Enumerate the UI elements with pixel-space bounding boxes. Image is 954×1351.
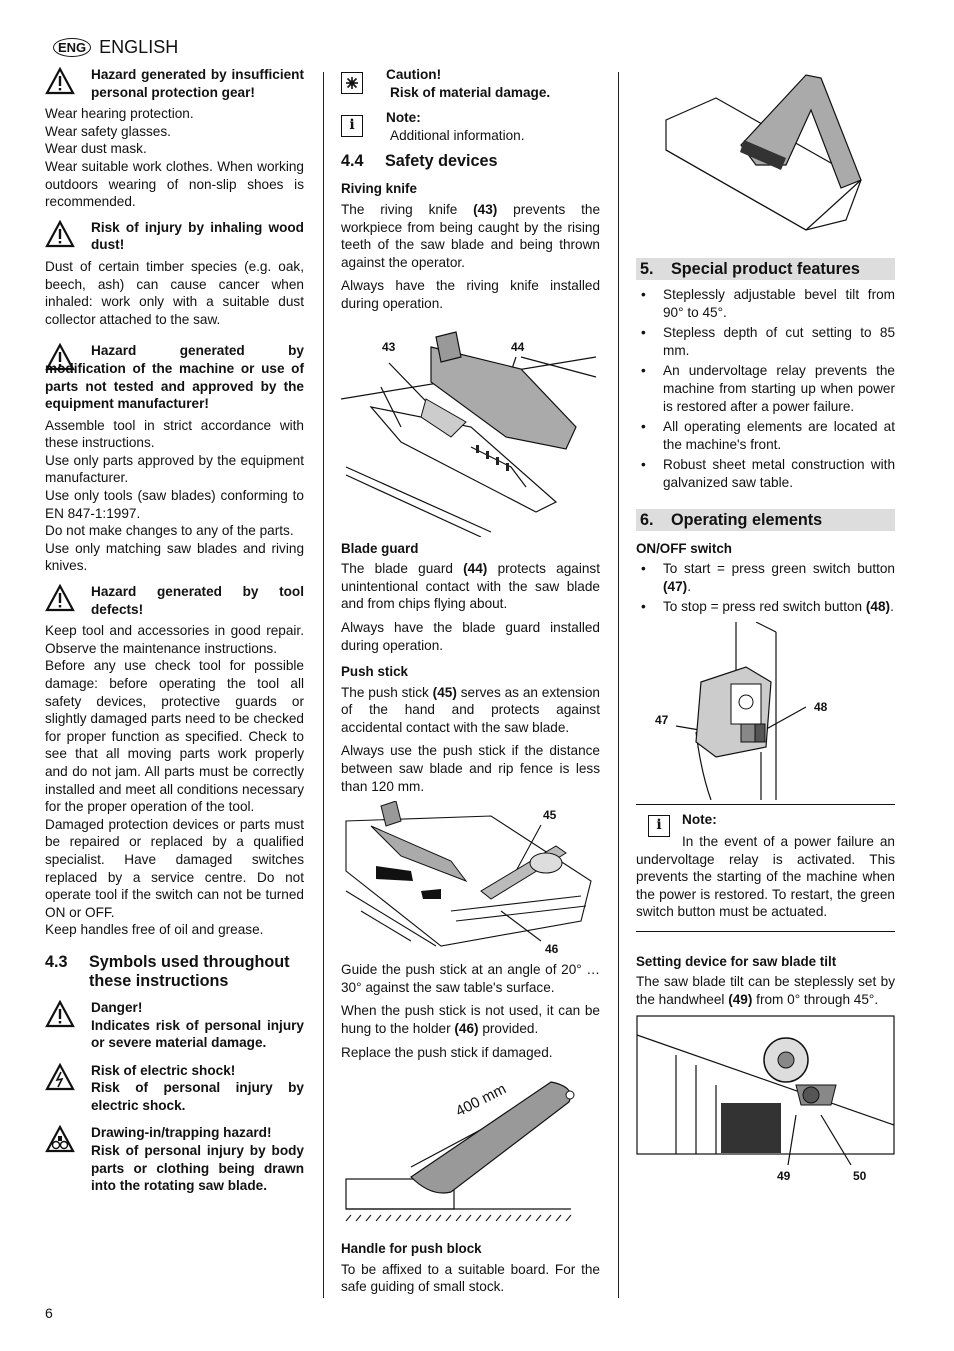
figure-handwheel (636, 1015, 895, 1193)
symbol-note (341, 109, 600, 144)
push-block-handle-drawing (341, 1067, 600, 1237)
warning-triangle-icon (45, 67, 75, 95)
subheading-blade-tilt: Setting device for saw blade tilt (636, 953, 837, 969)
section-heading-4-4 (341, 152, 600, 171)
section-number: 6. (640, 510, 654, 529)
subheading-on-off-switch: ON/OFF switch (636, 540, 732, 556)
figure-riving-knife (341, 327, 600, 537)
paragraph: The riving knife (43) prevents the workpiece from being caught by the rising teeth of the saw blade and being thrown against the operator. (341, 201, 601, 270)
text-line: Do not make changes to any of the parts. (45, 523, 294, 539)
note-title: Note: (682, 811, 717, 827)
column-right (636, 66, 895, 1193)
feature-list (636, 286, 895, 492)
symbol-description: Drawing-in/trapping hazard! Risk of personal injury by body parts or clothing being drawn into the rotating saw blade. (91, 1125, 304, 1194)
figure-label: 46 (545, 942, 559, 957)
figure-push-block (636, 70, 895, 250)
section-heading-5 (636, 258, 895, 280)
push-stick-drawing (341, 801, 600, 961)
text-line: Use only matching saw blades and riving knives. (45, 540, 304, 574)
text-line: Wear hearing protection. (45, 106, 194, 122)
note-undervoltage (636, 804, 895, 921)
text-line: Assemble tool in strict accordance with these instructions. (45, 417, 304, 451)
warning-title: Hazard generated by insufficient personal protection gear! (91, 67, 304, 100)
warning-protection-gear (45, 66, 304, 101)
warning-body (45, 105, 304, 211)
text-line: Use only tools (saw blades) conforming to EN 847-1:1997. (45, 488, 304, 521)
column-left (45, 66, 304, 1199)
figure-label: 50 (853, 1168, 867, 1183)
symbol-description: Danger! Indicates risk of personal injury or severe material damage. (91, 999, 304, 1051)
text-line: Use only parts approved by the equipment manufacturer. (45, 452, 304, 486)
text-line: Keep tool and accessories in good repair. Observe the maintenance instructions. (45, 623, 304, 656)
warning-triangle-icon (45, 1000, 75, 1028)
warning-tool-defects (45, 583, 304, 618)
figure-label: 43 (382, 339, 396, 354)
column-divider (323, 72, 324, 1298)
section-title: Special product features (671, 260, 860, 278)
page-number: 6 (45, 1305, 53, 1321)
subheading-blade-guard: Blade guard (341, 540, 419, 556)
figure-push-block-handle (341, 1067, 600, 1237)
paragraph: Replace the push stick if damaged. (341, 1044, 553, 1060)
caution-title: Caution! (386, 67, 442, 82)
page-header (53, 38, 178, 57)
language-label: ENGLISH (99, 36, 179, 57)
list-item: • An undervoltage relay prevents the machine from starting up when power is restored after a power failure. (636, 362, 895, 415)
push-block-drawing (636, 70, 895, 250)
text-line: Wear safety glasses. (45, 123, 171, 139)
figure-label: 49 (777, 1168, 791, 1183)
list-item: • Steplessly adjustable bevel tilt from 90° to 45°. (636, 286, 895, 321)
figure-label: 48 (814, 699, 828, 714)
riving-knife-drawing (341, 327, 600, 537)
list-item: • Stepless depth of cut setting to 85 mm. (636, 324, 895, 359)
symbol-caution (341, 66, 600, 101)
subheading-push-block-handle: Handle for push block (341, 1241, 482, 1257)
caution-text: Risk of material damage. (390, 84, 551, 100)
paragraph: Always use the push stick if the distance between saw blade and rip fence is less than 120 mm. (341, 743, 600, 794)
symbol-description: Risk of electric shock! Risk of personal injury by electric shock. (91, 1062, 304, 1113)
list-item: • All operating elements are located at the machine's front. (636, 418, 895, 453)
paragraph: Always have the riving knife installed during operation. (341, 278, 600, 311)
list-item: • To start = press green switch button (47). (636, 560, 895, 595)
list-item: • Robust sheet metal construction with galvanized saw table. (636, 456, 895, 491)
note-text: In the event of a power failure an undervoltage relay is activated. This prevents the starting of the machine when the power is restored. To restart, the green switch button must be actuated. (636, 833, 895, 920)
note-text: Additional information. (390, 127, 525, 143)
section-number: 4.4 (341, 152, 364, 171)
list-item: • To stop = press red switch button (48). (636, 598, 895, 616)
info-icon: i (341, 109, 386, 137)
language-badge: ENG (53, 38, 91, 57)
subheading-riving-knife: Riving knife (341, 181, 417, 197)
switch-list (636, 560, 895, 616)
paragraph: The blade guard (44) protects against unintentional contact with the saw blade and from chips flying about. (341, 561, 600, 612)
section-title: Symbols used throughout these instructions (89, 952, 290, 990)
warning-title: Hazard generated by tool defects! (91, 584, 304, 617)
section-heading-4-3 (45, 953, 304, 991)
info-icon: i (636, 811, 682, 837)
warning-body (45, 622, 304, 939)
symbol-drawing-in (45, 1124, 304, 1194)
warning-title: Risk of injury by inhaling wood dust! (91, 219, 304, 253)
drawing-in-icon (45, 1125, 75, 1153)
section-number: 4.3 (45, 952, 68, 971)
figure-label: 44 (511, 339, 525, 354)
paragraph: The push stick (45) serves as an extension of the hand and protects against accidental contact with the saw blade. (341, 684, 600, 735)
dimension-label: 400 mm (453, 1080, 509, 1121)
warning-body: Dust of certain timber species (e.g. oak, beech, ash) can cause cancer when inhaled: work only with a suitable dust collector attached to the saw. (45, 258, 304, 327)
warning-modification (45, 342, 304, 412)
warning-triangle-icon (45, 584, 75, 612)
column-divider (618, 72, 619, 1298)
paragraph: Always have the blade guard installed during operation. (341, 619, 600, 653)
electric-shock-icon (45, 1063, 75, 1091)
section-title: Operating elements (671, 510, 823, 529)
section-heading-6 (636, 509, 895, 531)
text-line: Wear suitable work clothes. When working outdoors wearing of non-slip shoes is recommended. (45, 158, 304, 210)
text-line: Damaged protection devices or parts must be repaired or replaced by a qualified specialist. Have damaged switches replaced by a service centre. Do not operate tool if the switch can not be turned ON or OFF. (45, 816, 304, 920)
warning-title: Hazard generated by modification of the machine or use of parts not tested and approved by the equipment manufacturer! (45, 343, 304, 412)
switch-drawing (636, 622, 895, 800)
text-line: Before any use check tool for possible damage: before operating the tool all safety devices, protective guards or slightly damaged parts need to be checked for proper function as specified. Check to see that all moving parts work properly and do not jam. All parts must be correctly installed and meet all conditions necessary for the proper operation of the tool. (45, 658, 304, 815)
paragraph: Guide the push stick at an angle of 20° … 30° against the saw table's surface. (341, 962, 600, 995)
symbol-danger (45, 999, 304, 1052)
symbol-electric-shock (45, 1062, 304, 1115)
paragraph: The saw blade tilt can be steplessly set by the handwheel (49) from 0° through 45°. (636, 974, 895, 1008)
text-line: Keep handles free of oil and grease. (45, 922, 264, 938)
paragraph: To be affixed to a suitable board. For the safe guiding of small stock. (341, 1261, 600, 1295)
caution-icon (341, 66, 386, 94)
text-line: Wear dust mask. (45, 141, 147, 157)
warning-triangle-icon (45, 220, 75, 248)
column-middle (341, 66, 600, 1296)
warning-wood-dust (45, 219, 304, 254)
section-number: 5. (640, 260, 654, 278)
subheading-push-stick: Push stick (341, 664, 408, 680)
section-title: Safety devices (385, 152, 498, 171)
figure-on-off-switch (636, 622, 895, 800)
paragraph: When the push stick is not used, it can be hung to the holder (46) provided. (341, 1003, 600, 1037)
note-title: Note: (386, 110, 421, 126)
figure-label: 47 (655, 712, 669, 727)
figure-label: 45 (543, 808, 557, 823)
figure-push-stick (341, 801, 600, 961)
warning-body (45, 417, 304, 575)
handwheel-drawing (636, 1015, 895, 1193)
